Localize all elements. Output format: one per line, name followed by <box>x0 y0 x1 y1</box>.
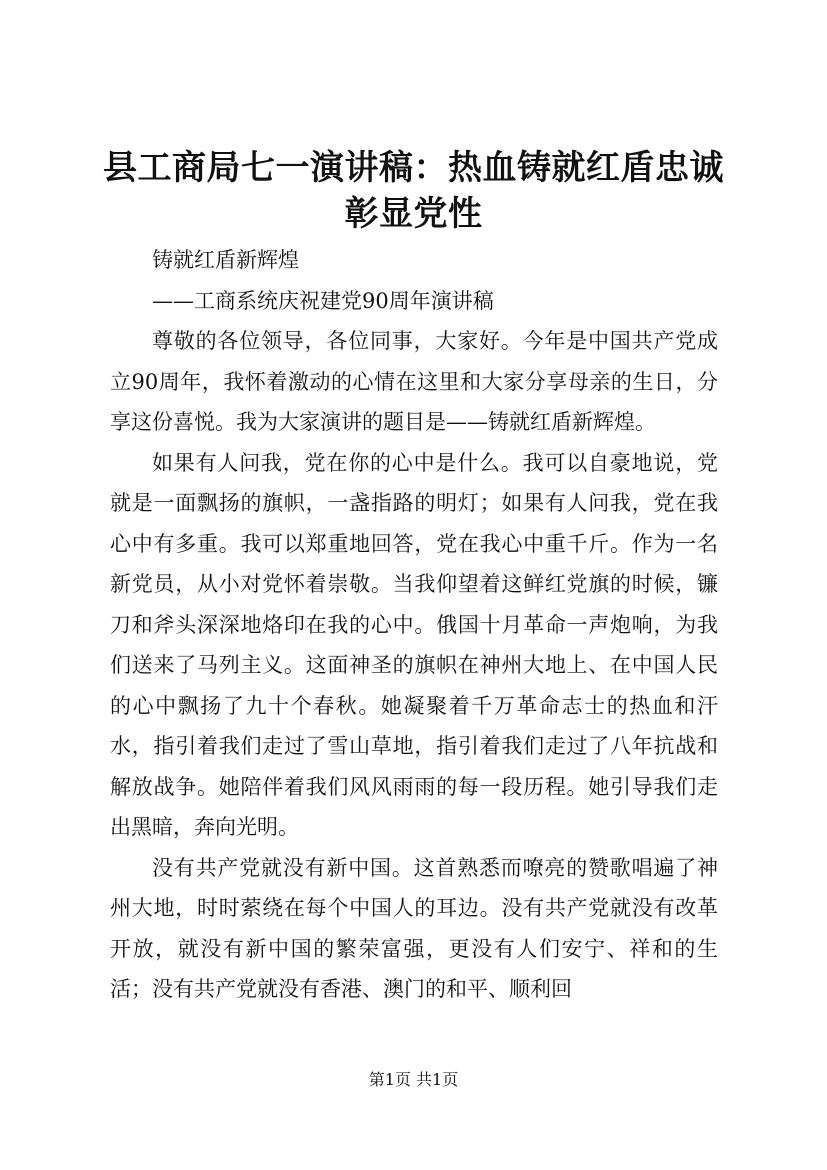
page-footer: 第1页 共1页 <box>368 1070 459 1089</box>
paragraph-no-new-china: 没有共产党就没有新中国。这首熟悉而嘹亮的赞歌唱遍了神州大地，时时萦绕在每个中国人的耳边。没有共产党就没有改革开放，就没有新中国的繁荣富强，更没有人们安宁、祥和的生活；没有共产党就没有香港、澳门的和平、顺利回 <box>110 855 718 1001</box>
document-body <box>110 240 718 1010</box>
subtitle-line: 铸就红盾新辉煌 <box>152 248 299 272</box>
subtitle-dash-line: ——工商系统庆祝建党90周年演讲稿 <box>152 288 494 313</box>
paragraph-party-in-heart: 如果有人问我，党在你的心中是什么。我可以自豪地说，党就是一面飘扬的旗帜，一盏指路的明灯；如果有人问我，党在我心中有多重。我可以郑重地回答，党在我心中重千斤。作为一名新党员，从小对党怀着崇敬。当我仰望着这鲜红党旗的时候，镰刀和斧头深深地烙印在我的心中。俄国十月革命一声炮响，为我们送来了马列主义。这面神圣的旗帜在神州大地上、在中国人民的心中飘扬了九十个春秋。她凝聚着千万革命志士的热血和汗水，指引着我们走过了雪山草地，指引着我们走过了八年抗战和解放战争。她陪伴着我们风风雨雨的每一段历程。她引导我们走出黑暗，奔向光明。 <box>110 450 718 839</box>
paragraph-greeting: 尊敬的各位领导，各位同事，大家好。今年是中国共产党成立90周年，我怀着激动的心情在这里和大家分享母亲的生日，分享这份喜悦。我为大家演讲的题目是——铸就红盾新辉煌。 <box>110 329 718 434</box>
document-title: 县工商局七一演讲稿：热血铸就红盾忠诚彰显党性 <box>103 148 724 234</box>
